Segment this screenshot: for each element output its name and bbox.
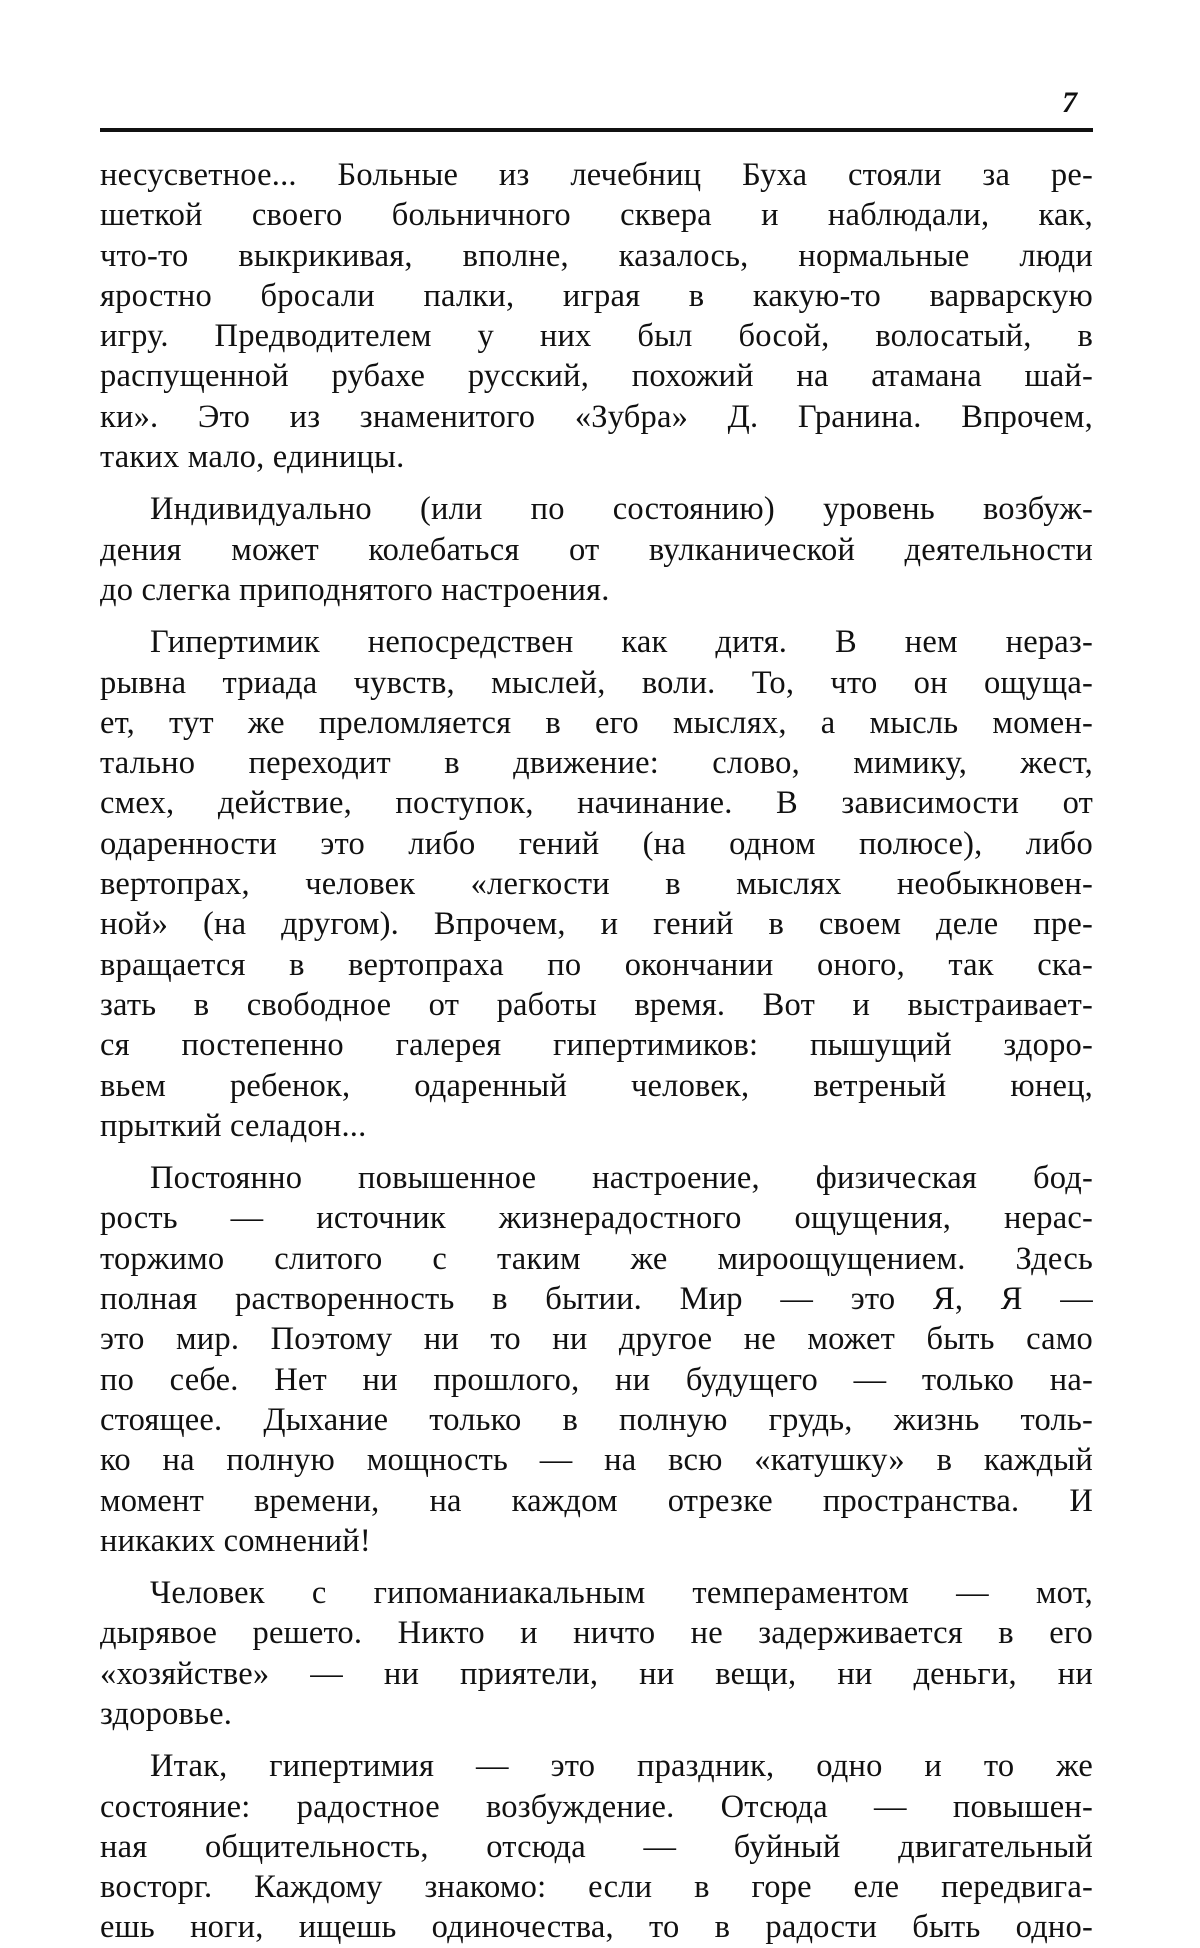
text-line: ся постепенно галерея гипертимиков: пышущий здоро- (100, 1027, 1093, 1064)
paragraph (100, 622, 1093, 1146)
paragraph (100, 1573, 1093, 1734)
text-line: смех, действие, поступок, начинание. В зависимости от (100, 785, 1093, 822)
text-line: ная общительность, отсюда — буйный двигательный (100, 1828, 1093, 1865)
text-line: дырявое решето. Никто и ничто не задерживается в его (100, 1615, 1093, 1652)
paragraph (100, 1746, 1093, 1947)
text-line: рость — источник жизнерадостного ощущения, нерас- (100, 1200, 1093, 1237)
text-line: восторг. Каждому знакомо: если в горе еле передвига- (100, 1869, 1093, 1906)
text-line: ки». Это из знаменитого «Зубра» Д. Гранина. Впрочем, (100, 398, 1093, 435)
text-line: состояние: радостное возбуждение. Отсюда — повышен- (100, 1788, 1093, 1825)
text-line: таких мало, единицы. (100, 439, 405, 476)
text-line: стоящее. Дыхание только в полную грудь, жизнь толь- (100, 1401, 1093, 1438)
text-line: шеткой своего больничного сквера и наблюдали, как, (100, 197, 1093, 234)
text-line: полная растворенность в бытии. Мир — это Я, Я — (100, 1281, 1093, 1318)
text-line: дения может колебаться от вулканической деятельности (100, 531, 1093, 568)
text-line: несусветное... Больные из лечебниц Буха стояли за ре- (100, 157, 1093, 193)
text-line: ко на полную мощность — на всю «катушку» в каждый (100, 1442, 1093, 1479)
text-line: рывна триада чувств, мыслей, воли. То, что он ощуща- (100, 664, 1093, 701)
text-line: Итак, гипертимия — это праздник, одно и то же (150, 1748, 1093, 1785)
text-line: распущенной рубахе русский, похожий на атамана шай- (100, 358, 1093, 395)
page-number: 7 (1062, 86, 1077, 119)
text-line: яростно бросали палки, играя в какую-то варварскую (100, 277, 1093, 314)
text-line: игру. Предводителем у них был босой, волосатый, в (100, 318, 1093, 355)
text-line: вращается в вертопраха по окончании оного, так ска- (100, 946, 1093, 983)
text-line: по себе. Нет ни прошлого, ни будущего — только на- (100, 1361, 1093, 1398)
paragraph (100, 155, 1093, 477)
text-line: Гипертимик непосредствен как дитя. В нем нераз- (150, 624, 1093, 661)
text-line: вьем ребенок, одаренный человек, ветреный юнец, (100, 1067, 1093, 1104)
text-line: торжимо слитого с таким же мироощущением. Здесь (100, 1240, 1093, 1277)
text-line: зать в свободное от работы время. Вот и выстраивает- (100, 986, 1093, 1023)
header-rule (100, 128, 1093, 132)
paragraph (100, 1158, 1093, 1561)
text-line: вертопрах, человек «легкости в мыслях необыкновен- (100, 866, 1093, 903)
text-line: ной» (на другом). Впрочем, и гений в своем деле пре- (100, 906, 1093, 943)
text-line: до слегка приподнятого настроения. (100, 571, 610, 608)
paragraph (100, 489, 1093, 610)
text-line: ешь ноги, ищешь одиночества, то в радости быть одно- (100, 1909, 1093, 1946)
text-line: здоровье. (100, 1695, 233, 1732)
text-line: Индивидуально (или по состоянию) уровень возбуж- (150, 491, 1093, 528)
text-line: «хозяйстве» — ни приятели, ни вещи, ни деньги, ни (100, 1655, 1093, 1692)
text-body (100, 155, 1093, 1948)
text-line: Постоянно повышенное настроение, физическая бод- (150, 1160, 1093, 1197)
text-line: момент времени, на каждом отрезке пространства. И (100, 1482, 1093, 1519)
text-line: никаких сомнений! (100, 1522, 371, 1559)
text-line: прыткий селадон... (100, 1107, 367, 1144)
text-line: ет, тут же преломляется в его мыслях, а мысль момен- (100, 704, 1093, 741)
text-line: Человек с гипоманиакальным темпераментом — мот, (150, 1575, 1093, 1612)
text-line: это мир. Поэтому ни то ни другое не может быть само (100, 1321, 1093, 1358)
text-line: одаренности это либо гений (на одном полюсе), либо (100, 825, 1093, 862)
text-line: что-то выкрикивая, вполне, казалось, нормальные люди (100, 237, 1093, 274)
text-line: тально переходит в движение: слово, мимику, жест, (100, 745, 1093, 782)
